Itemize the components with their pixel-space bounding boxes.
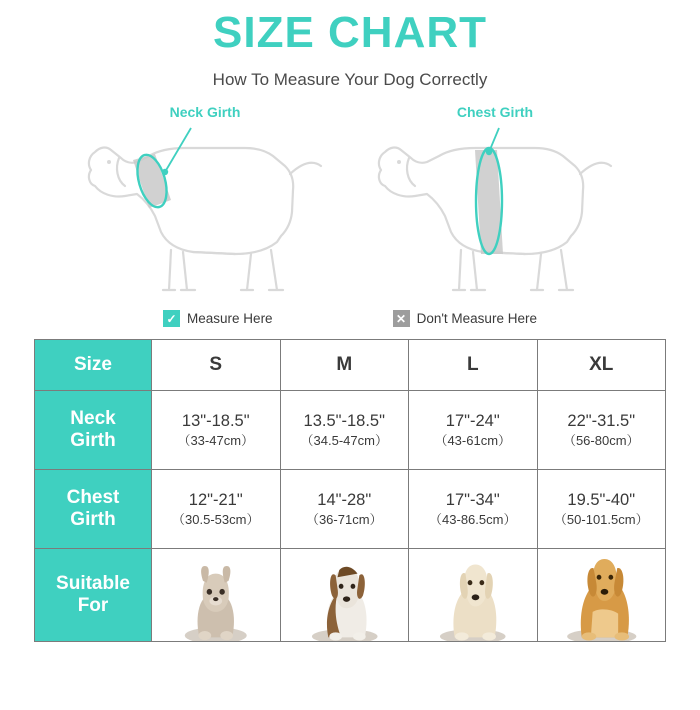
neck-girth-label: Neck Girth	[169, 104, 241, 121]
legend	[0, 310, 700, 327]
chest-girth-xl: 19.5"-40" （50-101.5cm）	[537, 470, 666, 549]
chest-girth-s: 12"-21" （30.5-53cm）	[152, 470, 281, 549]
row-header-suitable-for: Suitable For	[35, 549, 152, 642]
table-row-suitable-for	[35, 549, 666, 642]
chest-girth-diagram	[365, 104, 625, 304]
size-chart-page	[0, 10, 700, 710]
row-header-neck-girth: Neck Girth	[35, 391, 152, 470]
table-row-chest-girth	[35, 470, 666, 549]
check-icon: ✓	[163, 310, 180, 327]
table-row-neck-girth	[35, 391, 666, 470]
legend-label-measure: Measure Here	[187, 311, 273, 327]
page-subtitle: How To Measure Your Dog Correctly	[212, 70, 488, 90]
size-table	[34, 339, 666, 642]
column-header-s: S	[152, 340, 281, 391]
beagle-photo	[281, 549, 409, 641]
row-header-chest-girth: Chest Girth	[35, 470, 152, 549]
chest-girth-m: 14"-28" （36-71cm）	[280, 470, 409, 549]
suitable-for-m	[280, 549, 409, 642]
legend-label-dont-measure: Don't Measure Here	[416, 311, 537, 327]
legend-item-dont-measure	[393, 310, 537, 327]
labrador-photo	[409, 549, 537, 641]
french-bulldog-photo	[152, 549, 280, 641]
neck-girth-s: 13"-18.5" （33-47cm）	[152, 391, 281, 470]
dog-neck-illustration	[75, 104, 335, 304]
page-title: SIZE CHART	[213, 8, 487, 57]
suitable-for-l	[409, 549, 538, 642]
neck-girth-m: 13.5"-18.5" （34.5-47cm）	[280, 391, 409, 470]
neck-girth-xl: 22"-31.5" （56-80cm）	[537, 391, 666, 470]
dog-chest-illustration	[365, 104, 625, 304]
table-row-size	[35, 340, 666, 391]
size-table-wrapper	[34, 339, 666, 642]
column-header-xl: XL	[537, 340, 666, 391]
suitable-for-s	[152, 549, 281, 642]
column-header-l: L	[409, 340, 538, 391]
suitable-for-xl	[537, 549, 666, 642]
golden-retriever-photo	[538, 549, 666, 641]
measurement-diagrams	[0, 104, 700, 304]
chest-girth-l: 17"-34" （43-86.5cm）	[409, 470, 538, 549]
legend-item-measure	[163, 310, 273, 327]
chest-girth-label: Chest Girth	[456, 104, 534, 121]
row-header-size: Size	[35, 340, 152, 391]
column-header-m: M	[280, 340, 409, 391]
neck-girth-l: 17"-24" （43-61cm）	[409, 391, 538, 470]
neck-girth-diagram	[75, 104, 335, 304]
cross-icon: ✕	[393, 310, 410, 327]
